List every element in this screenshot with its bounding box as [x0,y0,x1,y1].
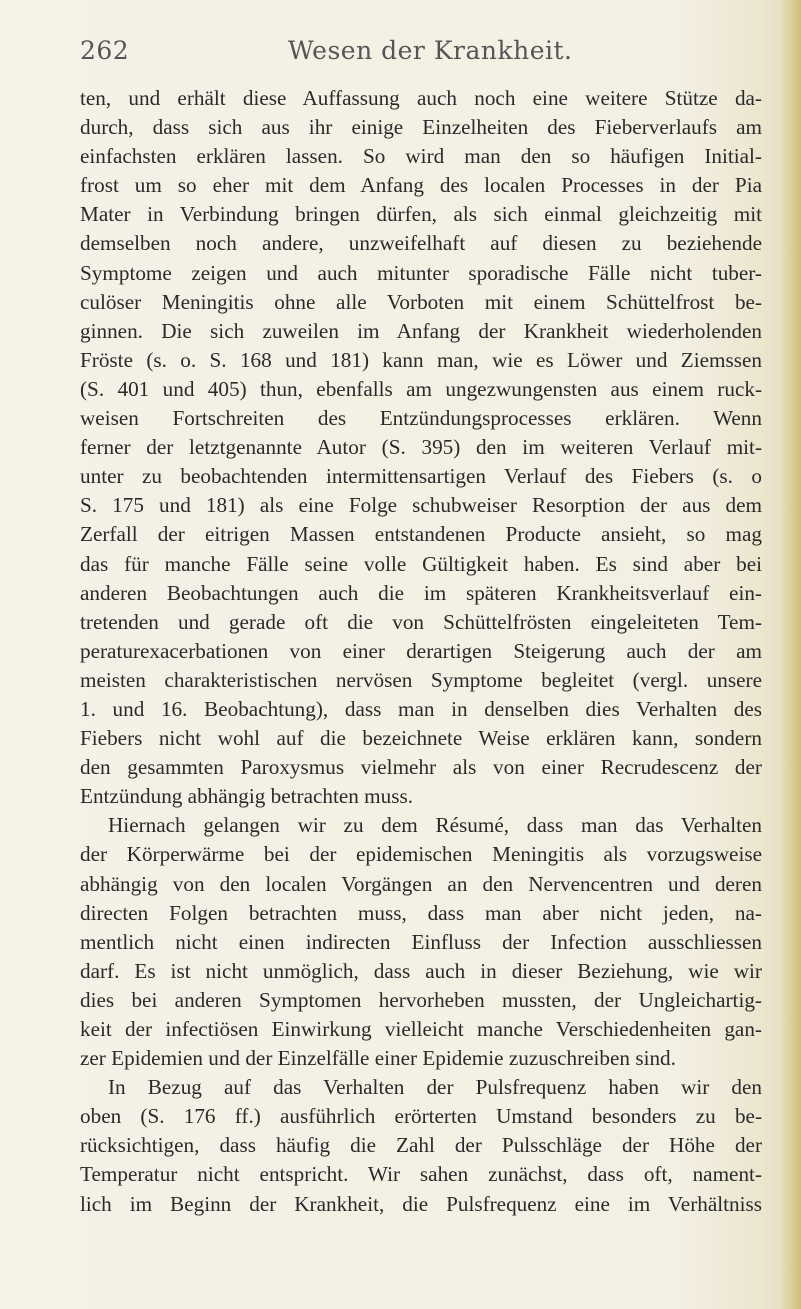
body-text [80,84,762,1219]
text-line: frost um so eher mit dem Anfang des localen Processes in der Pia [80,173,762,198]
text-line: S. 175 und 181) als eine Folge schubweiser Resorption der aus dem [80,493,762,518]
text-line: ginnen. Die sich zuweilen im Anfang der Krankheit wiederholenden [80,318,762,343]
text-line: peraturexacerbationen von einer derartigen Steigerung auch der am [80,638,762,663]
text-line: ferner der letztgenannte Autor (S. 395) den im weiteren Verlauf mit- [80,435,762,460]
text-line: meisten charakteristischen nervösen Symptome begleitet (vergl. unsere [80,667,762,692]
text-line: Hiernach gelangen wir zu dem Résumé, dass man das Verhalten [108,813,762,838]
text-line: der Körperwärme bei der epidemischen Meningitis als vorzugsweise [80,842,762,867]
text-line: Mater in Verbindung bringen dürfen, als sich einmal gleichzeitig mit [80,202,762,227]
text-line: (S. 401 und 405) thun, ebenfalls am ungezwungensten aus einem ruck- [80,376,762,401]
text-line: demselben noch andere, unzweifelhaft auf diesen zu beziehende [80,231,762,256]
text-line: Entzündung abhängig betrachten muss. [80,784,414,809]
text-line: das für manche Fälle seine volle Gültigkeit haben. Es sind aber bei [80,551,762,576]
text-line: ten, und erhält diese Auffassung auch noch eine weitere Stütze da- [80,86,762,110]
text-line: Fröste (s. o. S. 168 und 181) kann man, wie es Löwer und Ziemssen [80,347,762,372]
text-line: Temperatur nicht entspricht. Wir sahen zunächst, dass oft, nament- [80,1162,762,1187]
page-number: 262 [80,36,130,65]
running-title: Wesen der Krankheit. [288,36,573,65]
text-line: rücksichtigen, dass häufig die Zahl der Pulsschläge der Höhe der [80,1133,762,1158]
text-line: weisen Fortschreiten des Entzündungsprocesses erklären. Wenn [80,406,762,431]
text-line: darf. Es ist nicht unmöglich, dass auch in dieser Beziehung, wie wir [80,958,762,983]
text-line: zer Epidemien und der Einzelfälle einer Epidemie zuzuschreiben sind. [80,1046,676,1071]
text-line: tretenden und gerade oft die von Schüttelfrösten eingeleiteten Tem- [80,609,762,634]
text-line: culöser Meningitis ohne alle Vorboten mit einem Schüttelfrost be- [80,289,762,314]
text-line: Zerfall der eitrigen Massen entstandenen Producte ansieht, so mag [80,522,762,547]
text-line: directen Folgen betrachten muss, dass man aber nicht jeden, na- [80,900,762,925]
page-edge-shadow [779,0,801,1309]
text-line: oben (S. 176 ff.) ausführlich erörterten Umstand besonders zu be- [80,1104,762,1129]
text-line: anderen Beobachtungen auch die im späteren Krankheitsverlauf ein- [80,580,762,605]
text-line: mentlich nicht einen indirecten Einfluss der Infection ausschliessen [80,929,762,954]
text-line: den gesammten Paroxysmus vielmehr als von einer Recrudescenz der [80,755,762,780]
text-line: 1. und 16. Beobachtung), dass man in denselben dies Verhalten des [80,696,762,721]
text-line: abhängig von den localen Vorgängen an den Nervencentren und deren [80,871,762,896]
text-line: Symptome zeigen und auch mitunter sporadische Fälle nicht tuber- [80,260,762,285]
text-line: einfachsten erklären lassen. So wird man den so häufigen Initial- [80,144,762,169]
text-line: durch, dass sich aus ihr einige Einzelheiten des Fieberverlaufs am [80,115,762,140]
page-header [80,36,770,70]
text-line: Fiebers nicht wohl auf die bezeichnete Weise erklären kann, sondern [80,726,762,751]
text-line: keit der infectiösen Einwirkung vielleicht manche Verschiedenheiten gan- [80,1017,762,1041]
text-line: In Bezug auf das Verhalten der Pulsfrequenz haben wir den [108,1075,762,1100]
text-line: lich im Beginn der Krankheit, die Pulsfrequenz eine im Verhältniss [80,1191,762,1216]
text-line: unter zu beobachtenden intermittensartigen Verlauf des Fiebers (s. o [80,464,762,489]
text-line: dies bei anderen Symptomen hervorheben mussten, der Ungleichartig- [80,987,762,1012]
